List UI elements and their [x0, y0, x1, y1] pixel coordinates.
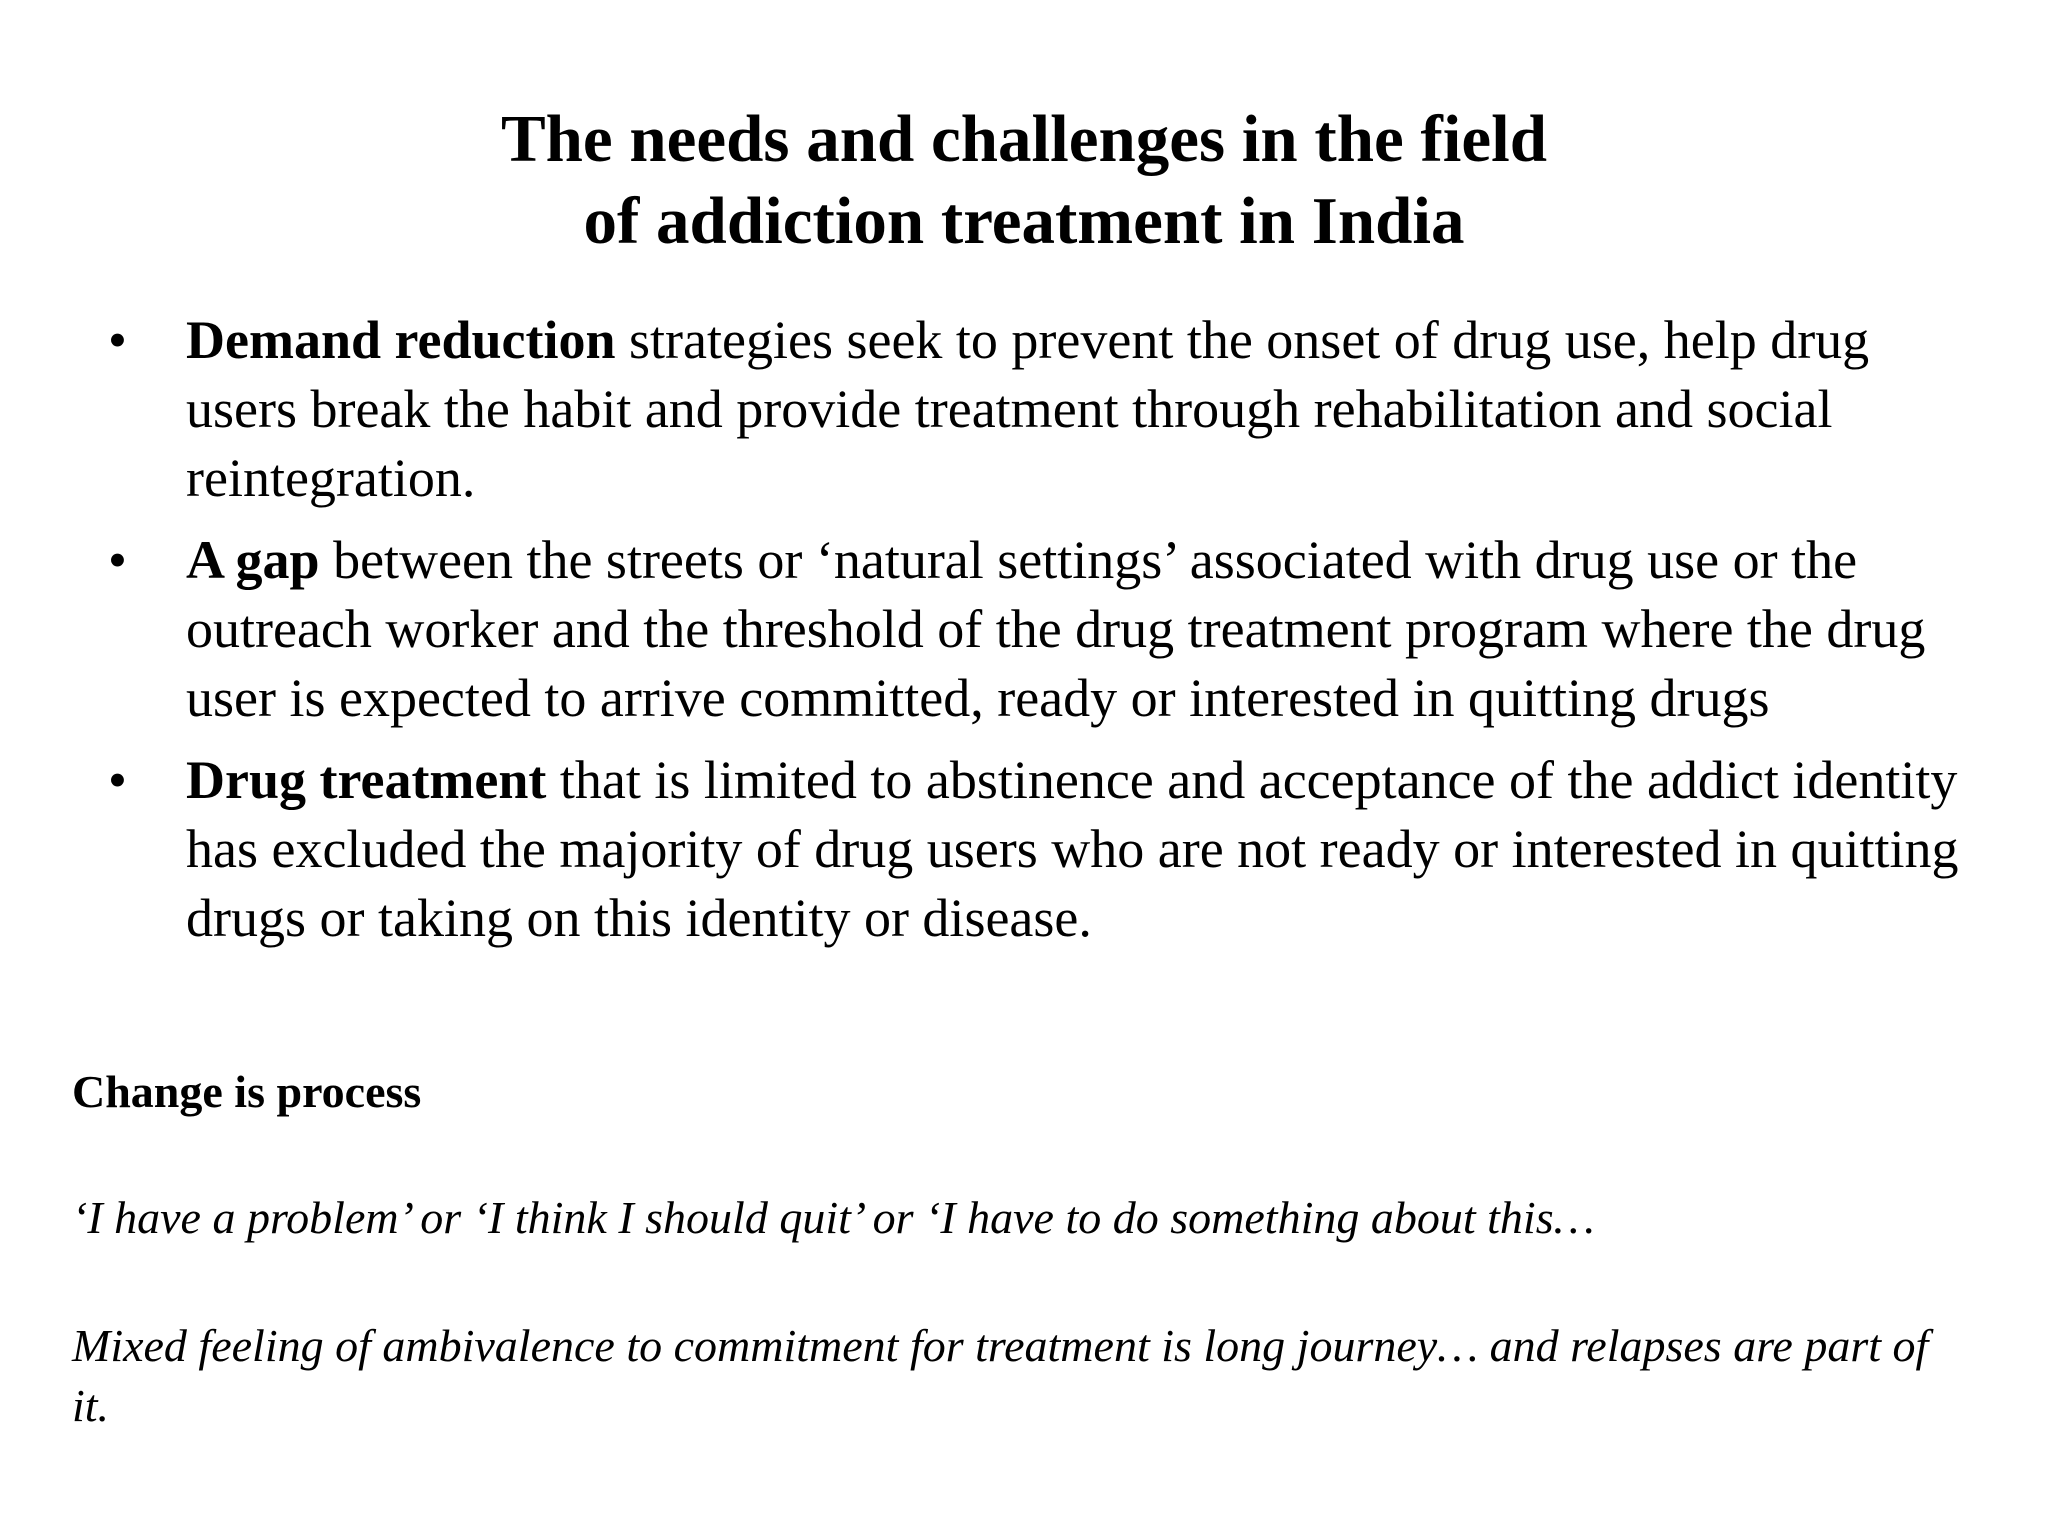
section-heading: Change is process	[72, 1066, 422, 1117]
title-line-2: of addiction treatment in India	[583, 184, 1465, 258]
bullet-text: strategies seek to prevent the onset of drug use, help drug users break the habit and provide treatment through rehabilitation and social reintegration.	[186, 310, 1870, 508]
bullet-text: that is limited to abstinence and acceptance of the addict identity has excluded the majority of drug users who are not ready or interested in quitting drugs or taking on this identity or disease.	[186, 750, 1959, 948]
bullet-item-drug-treatment	[100, 746, 1960, 953]
bullet-text: between the streets or ‘natural settings’ associated with drug use or the outreach worker and the threshold of the drug treatment program where the drug user is expected to arrive committed, ready or interested in quitting drugs	[186, 530, 1926, 728]
title-line-1: The needs and challenges in the field	[500, 102, 1548, 176]
slide-title	[0, 98, 2048, 262]
bullet-marker: •	[108, 310, 127, 370]
bullet-marker: •	[108, 530, 127, 590]
quote-text: ‘I have a problem’ or ‘I think I should quit’ or ‘I have to do something about this…	[72, 1192, 1595, 1243]
summary-text: Mixed feeling of ambivalence to commitment for treatment is long journey… and relapses are part of it.	[72, 1320, 1929, 1431]
bullet-bold-term: Drug treatment	[186, 750, 547, 810]
bullet-marker: •	[108, 750, 127, 810]
bullet-item-a-gap	[100, 526, 1960, 733]
bullet-bold-term: Demand reduction	[186, 310, 616, 370]
bullet-bold-term: A gap	[186, 530, 320, 590]
bullet-item-demand-reduction	[100, 306, 1960, 513]
bullet-list	[100, 306, 1960, 966]
